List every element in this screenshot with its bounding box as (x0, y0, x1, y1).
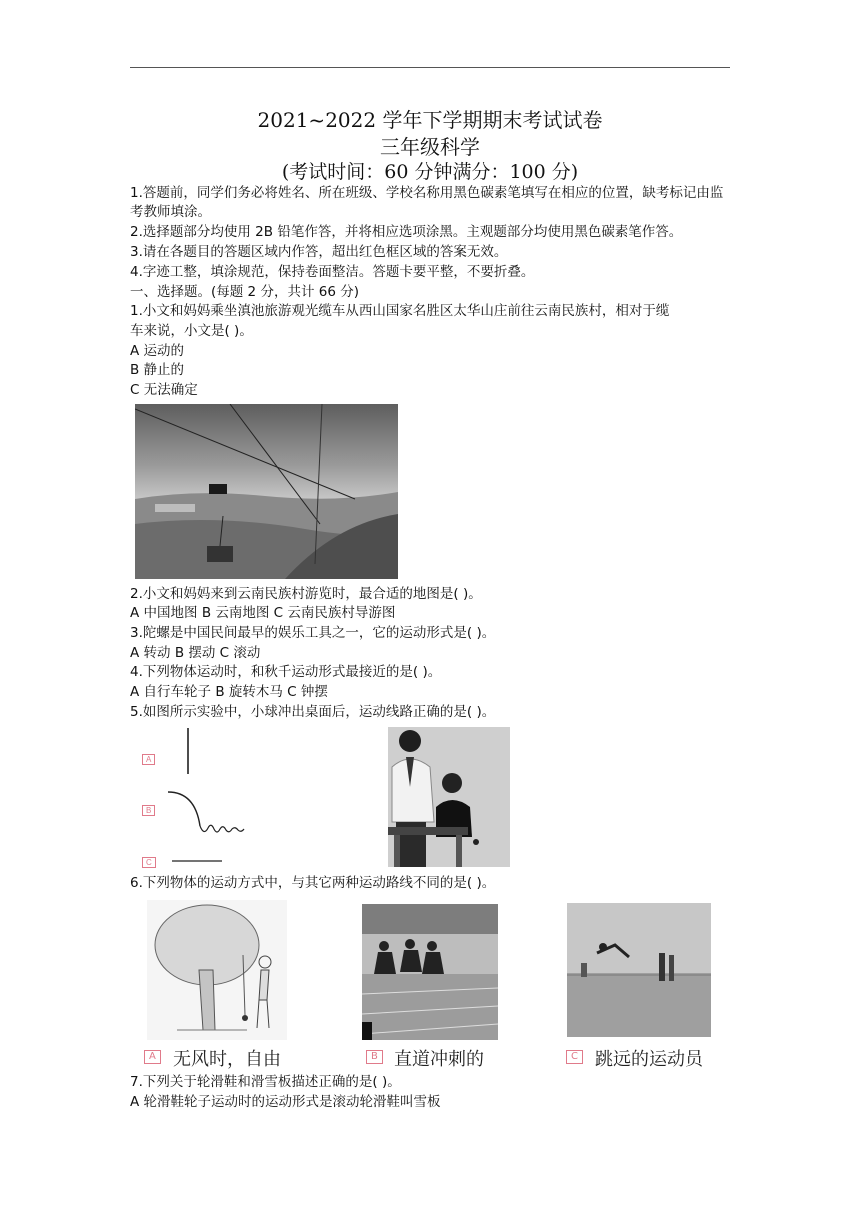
q3-options: A 转动 B 摆动 C 滚动 (130, 645, 261, 661)
instruction-1: 1.答题前，同学们务必将姓名、所在班级、学校名称用黑色碳素笔填写在相应的位置，缺考标记由监考教师填涂。 (130, 185, 724, 220)
instruction-3: 3.请在各题目的答题区域内作答，超出红色框区域的答案无效。 (130, 244, 508, 260)
q3-stem: 3.陀螺是中国民间最早的娱乐工具之一，它的运动形式是( )。 (130, 625, 496, 641)
section-heading: 一、选择题。(每题 2 分，共计 66 分) (130, 284, 359, 300)
cable-car-photo (135, 404, 398, 579)
q5-tag-c: C (142, 857, 156, 868)
q6-sprint-photo (362, 904, 498, 1040)
q6-tag-c: C (566, 1050, 583, 1064)
q7-stem: 7.下列关于轮滑鞋和滑雪板描述正确的是( )。 (130, 1074, 401, 1090)
q1-option-a: A 运动的 (130, 343, 185, 359)
q1-stem-line1: 1.小文和妈妈乘坐滇池旅游观光缆车从西山国家名胜区太华山庄前往云南民族村，相对于缆 (130, 303, 670, 319)
q2-stem: 2.小文和妈妈来到云南民族村游览时，最合适的地图是( )。 (130, 586, 482, 602)
q2-options: A 中国地图 B 云南地图 C 云南民族村导游图 (130, 605, 396, 621)
q6-tag-a: A (144, 1050, 161, 1064)
exam-title: 2021~2022 学年下学期期末考试试卷 (257, 108, 603, 132)
header-rule (130, 67, 730, 68)
exam-subject: 三年级科学 (380, 135, 480, 159)
instruction-4: 4.字迹工整，填涂规范，保持卷面整洁。答题卡要平整，不要折叠。 (130, 264, 535, 280)
q6-stem: 6.下列物体的运动方式中，与其它两种运动路线不同的是( )。 (130, 875, 496, 891)
q6-caption-b: 直道冲刺的 (394, 1049, 484, 1070)
q5-experiment-photo (388, 727, 510, 867)
q6-caption-c: 跳远的运动员 (595, 1049, 703, 1070)
q5-tag-a: A (142, 754, 155, 765)
q4-options: A 自行车轮子 B 旋转木马 C 钟摆 (130, 684, 328, 700)
q6-caption-a: 无风时，自由 (173, 1049, 281, 1070)
q1-stem-line2: 车来说，小文是( )。 (130, 323, 253, 339)
q6-longjump-photo (567, 903, 711, 1037)
q1-option-b: B 静止的 (130, 362, 185, 378)
exam-time-info: (考试时间：60 分钟满分：100 分) (281, 161, 579, 183)
q1-option-c: C 无法确定 (130, 382, 198, 398)
q5-trajectory-diagram (160, 726, 255, 868)
q6-tree-photo (147, 900, 287, 1040)
instruction-2: 2.选择题部分均使用 2B 铅笔作答，并将相应选项涂黑。主观题部分均使用黑色碳素笔作答。 (130, 224, 683, 240)
q5-stem: 5.如图所示实验中，小球冲出桌面后，运动线路正确的是( )。 (130, 704, 496, 720)
q7-option-a: A 轮滑鞋轮子运动时的运动形式是滚动轮滑鞋叫雪板 (130, 1094, 441, 1110)
q5-tag-b: B (142, 805, 155, 816)
q6-tag-b: B (366, 1050, 383, 1064)
q4-stem: 4.下列物体运动时，和秋千运动形式最接近的是( )。 (130, 664, 442, 680)
